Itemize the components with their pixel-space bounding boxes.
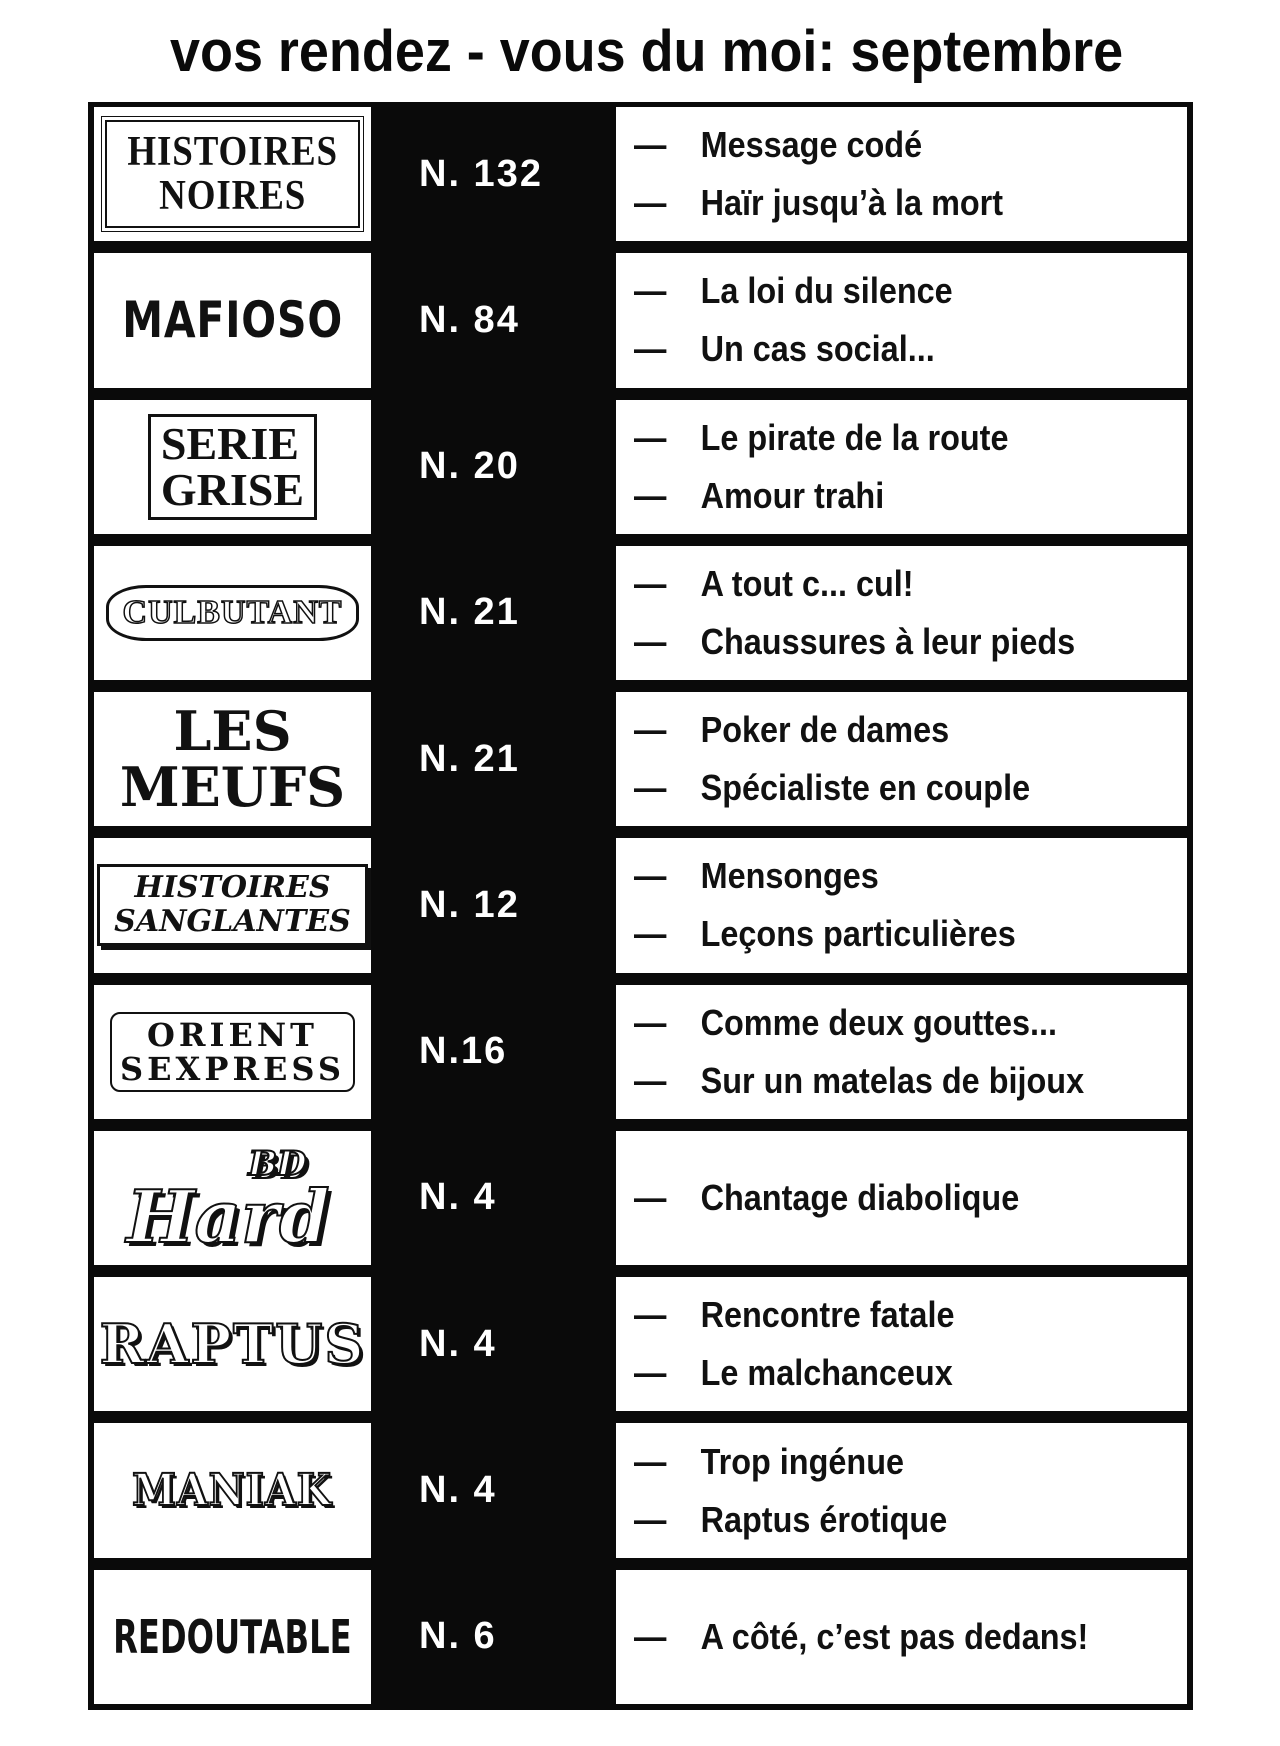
logo-text: CULBUTANT [106,585,360,641]
logo-les-meufs [94,692,371,826]
table-row [94,1277,1187,1411]
story-titles [616,400,1187,534]
logo-histoires-sanglantes [94,838,371,972]
story-title: — Raptus érotique [634,1498,948,1540]
logo-orient-sexpress [94,985,371,1119]
issue-number: N. 12 [371,838,611,972]
table-row [94,692,1187,826]
story-title: — Trop ingénue [634,1440,905,1482]
logo-text: RAPTUS [99,1312,366,1377]
issue-number: N. 132 [371,107,611,241]
logo-mafioso [94,253,371,387]
table-row [94,253,1187,387]
logo-text: MEUFS [119,755,346,820]
logo-maniak [94,1423,371,1557]
story-titles [616,1570,1187,1704]
story-title: — Chantage diabolique [634,1176,1020,1218]
story-title: — Amour trahi [634,474,885,516]
story-title: — Comme deux gouttes... [634,1001,1058,1043]
issue-number: N. 4 [371,1277,611,1411]
logo-text: MAFIOSO [122,291,343,350]
story-title: — Rencontre fatale [634,1294,955,1336]
story-titles [616,546,1187,680]
story-titles [616,1423,1187,1557]
logo-text: NOIRES [158,173,307,220]
issue-number: N. 20 [371,400,611,534]
story-titles [616,1131,1187,1265]
logo-text: SERIE [160,417,299,469]
logo-text: MANIAK [132,1465,333,1517]
logo-text: REDOUTABLE [113,1609,352,1664]
story-titles [616,838,1187,972]
logo-text: SEXPRESS [120,1049,345,1088]
logo-bd-hard [94,1131,371,1265]
issue-number: N. 6 [371,1570,611,1704]
story-titles [616,253,1187,387]
story-title: — Leçons particulières [634,913,1016,955]
story-title: — Haïr jusqu’à la mort [634,182,1004,224]
table-row [94,1570,1187,1704]
story-title: — Le malchanceux [634,1352,953,1394]
logo-culbutant [94,546,371,680]
table-row [94,400,1187,534]
story-title: — A côté, c’est pas dedans! [634,1615,1089,1657]
table-row [94,546,1187,680]
page-title: vos rendez - vous du moi: septembre [170,19,1124,84]
table-row [94,1131,1187,1265]
story-title: — Message codé [634,124,923,166]
story-titles [616,107,1187,241]
issue-number: N. 4 [371,1131,611,1265]
table-row [94,1423,1187,1557]
logo-raptus [94,1277,371,1411]
story-titles [616,985,1187,1119]
story-title: — Poker de dames [634,709,950,751]
issue-number: N. 4 [371,1423,611,1557]
logo-serie-grise [94,400,371,534]
table-row [94,107,1187,241]
issue-number: N.16 [371,985,611,1119]
story-title: — La loi du silence [634,270,953,312]
story-title: — Mensonges [634,855,879,897]
logo-histoires-noires [94,107,371,241]
schedule-table [88,102,1193,1710]
issue-number: N. 84 [371,253,611,387]
logo-redoutable [94,1570,371,1704]
issue-number: N. 21 [371,692,611,826]
story-title: — Sur un matelas de bijoux [634,1059,1085,1101]
table-row [94,985,1187,1119]
logo-text: ORIENT [147,1015,318,1054]
story-title: — Chaussures à leur pieds [634,620,1076,662]
story-title: — Un cas social... [634,328,935,370]
story-title: — Le pirate de la route [634,416,1009,458]
logo-text: HISTOIRES [134,870,331,906]
story-titles [616,1277,1187,1411]
story-title: — Spécialiste en couple [634,767,1031,809]
logo-text: BD [248,1143,307,1184]
logo-text: SANGLANTES [114,904,351,940]
table-row [94,838,1187,972]
logo-text: LES [173,699,292,764]
logo-text: Hard [126,1173,330,1259]
logo-text: GRISE [160,463,305,515]
story-titles [616,692,1187,826]
story-title: — A tout c... cul! [634,562,914,604]
issue-number: N. 21 [371,546,611,680]
logo-text: HISTOIRES [127,129,338,176]
